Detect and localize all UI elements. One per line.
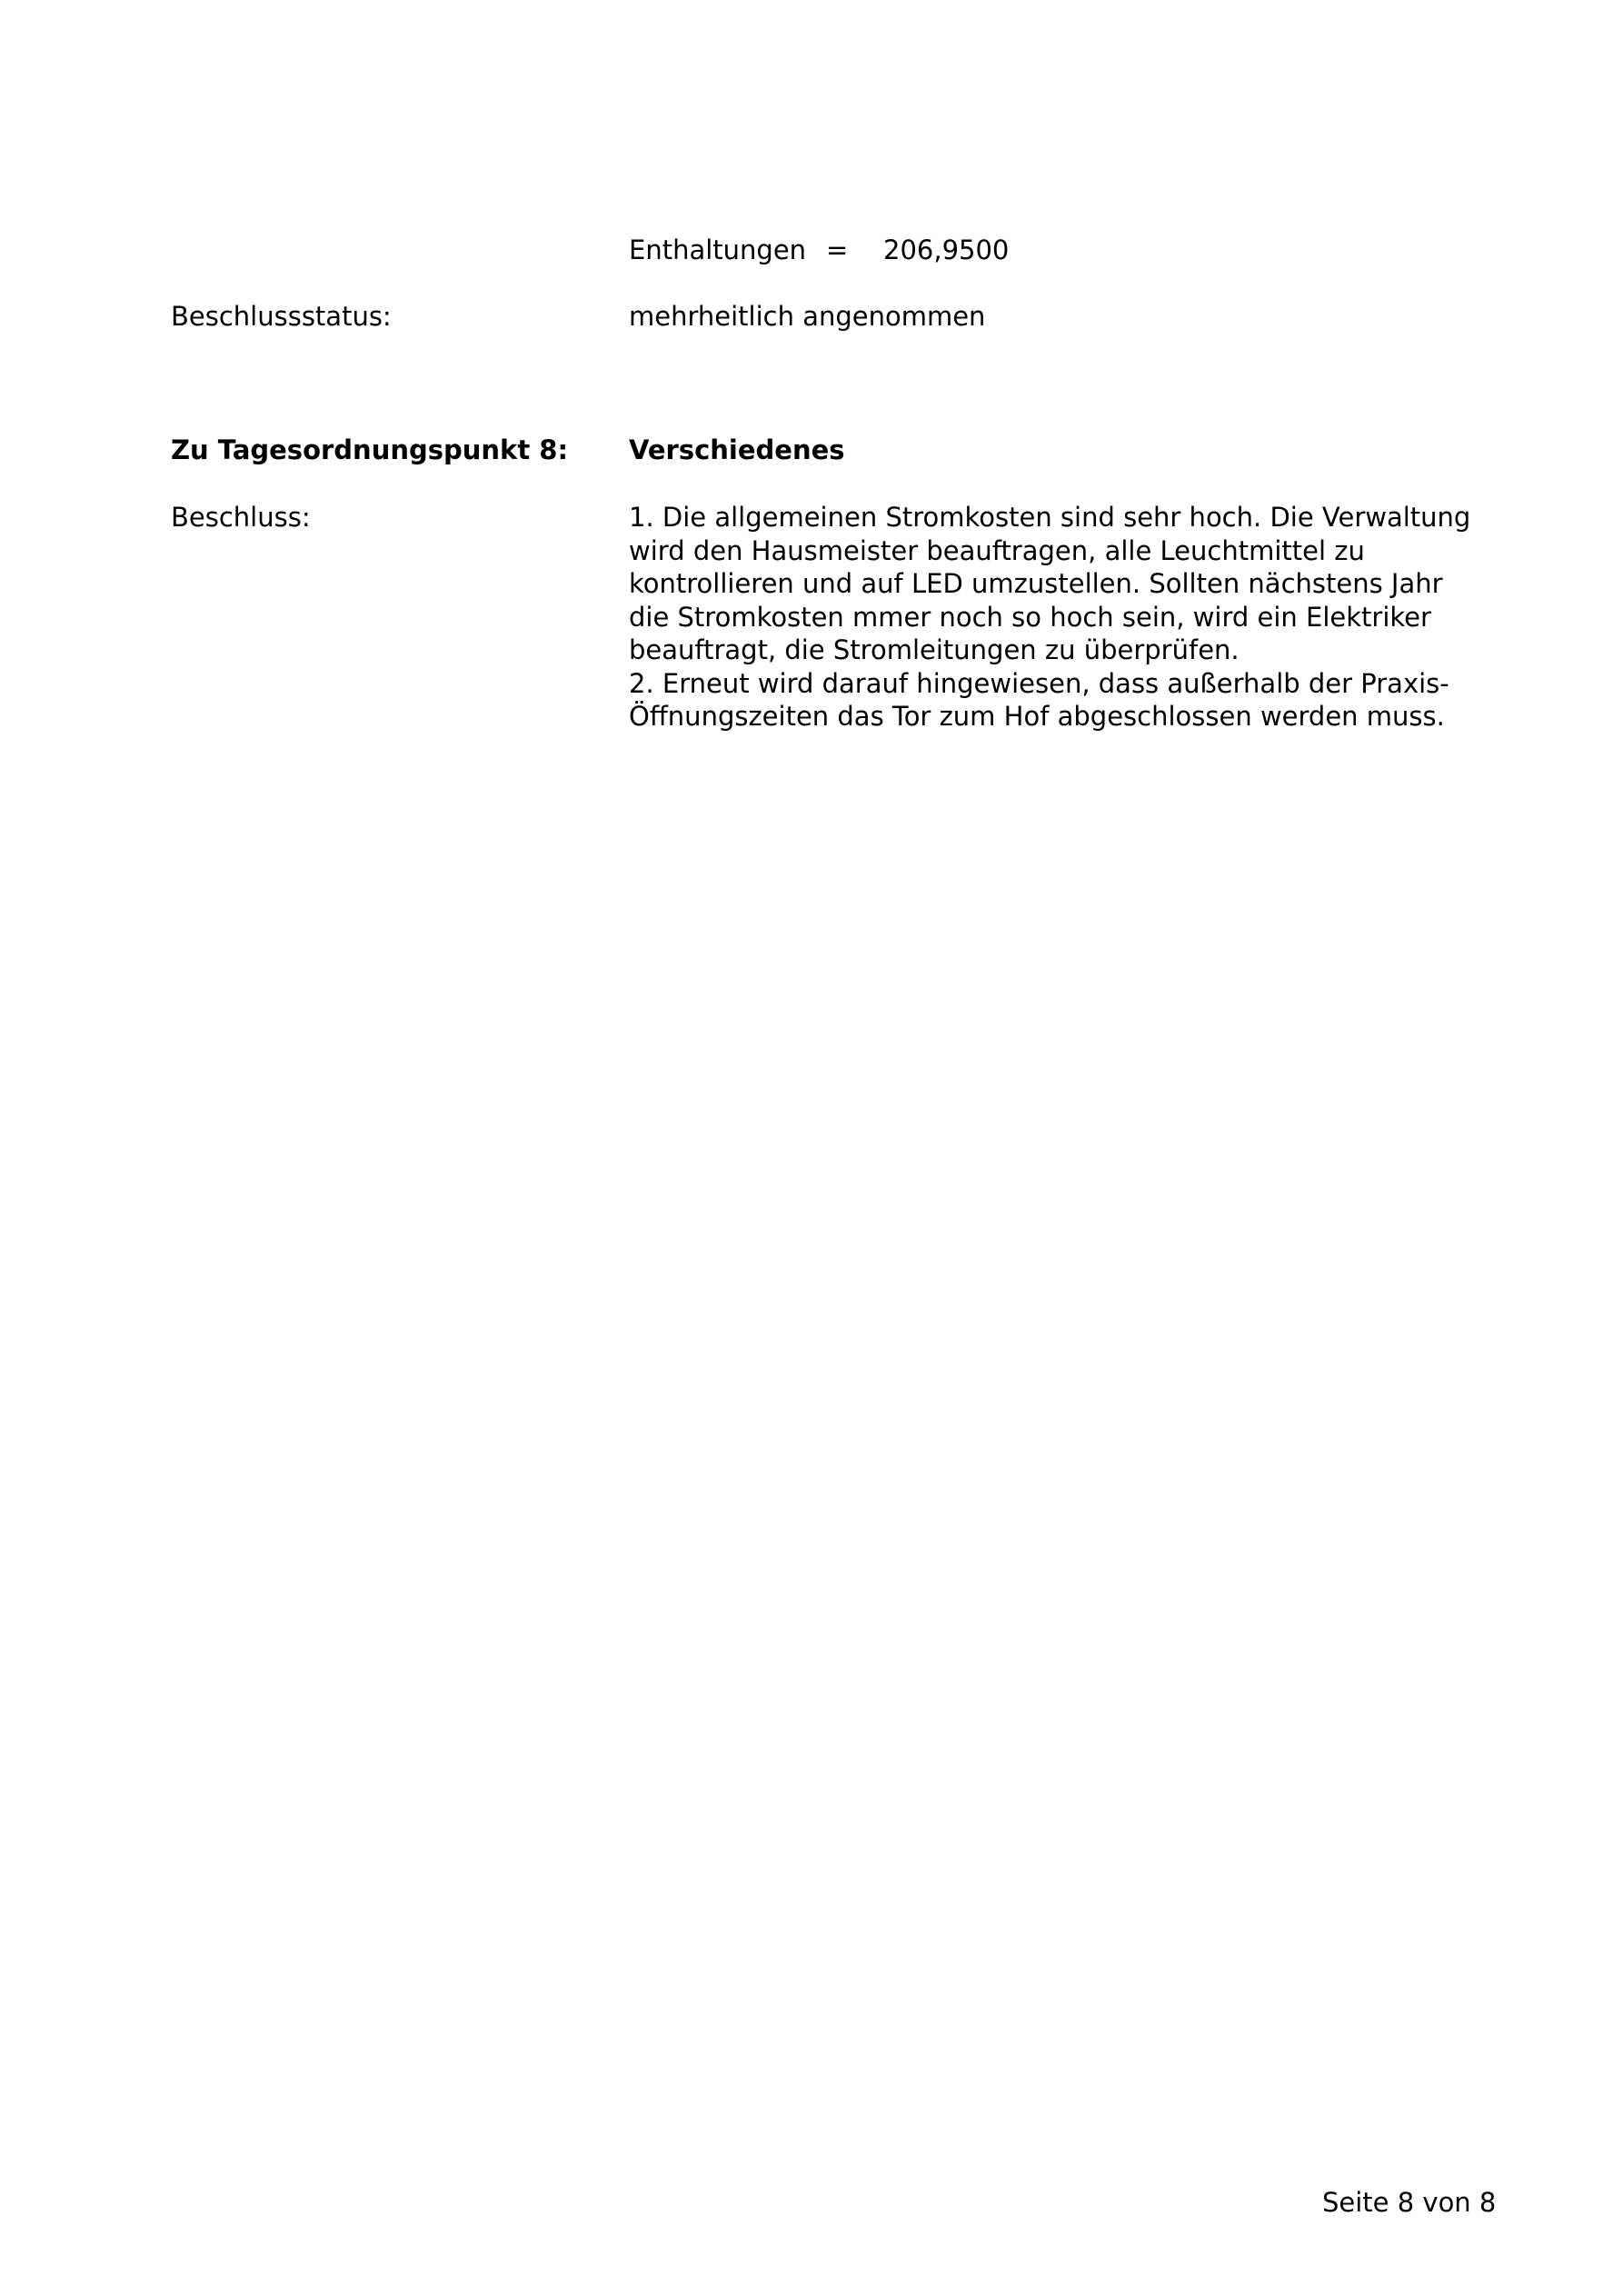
decision-label: Beschluss: bbox=[171, 502, 311, 533]
abstentions-value: 206,9500 bbox=[883, 235, 1010, 265]
abstentions-label: Enthaltungen bbox=[629, 235, 807, 265]
decision-line: kontrollieren und auf LED umzustellen. Sollten nächstens Jahr bbox=[629, 568, 1443, 599]
resolution-status-label: Beschlussstatus: bbox=[171, 301, 392, 332]
agenda-item-title: Verschiedenes bbox=[629, 434, 845, 465]
resolution-status-value: mehrheitlich angenommen bbox=[629, 301, 986, 332]
equals-sign: = bbox=[826, 235, 849, 265]
decision-line: 2. Erneut wird darauf hingewiesen, dass außerhalb der Praxis- bbox=[629, 667, 1449, 699]
decision-line: die Stromkosten mmer noch so hoch sein, wird ein Elektriker bbox=[629, 601, 1431, 633]
decision-text bbox=[629, 501, 1471, 734]
decision-line: wird den Hausmeister beauftragen, alle Leuchtmittel zu bbox=[629, 534, 1365, 566]
page-number: Seite 8 von 8 bbox=[1322, 2187, 1497, 2218]
decision-line: Öffnungszeiten das Tor zum Hof abgeschlossen werden muss. bbox=[629, 701, 1445, 732]
agenda-item-label: Zu Tagesordnungspunkt 8: bbox=[171, 434, 569, 465]
decision-line: 1. Die allgemeinen Stromkosten sind sehr hoch. Die Verwaltung bbox=[629, 502, 1471, 533]
decision-line: beauftragt, die Stromleitungen zu überprüfen. bbox=[629, 634, 1240, 665]
